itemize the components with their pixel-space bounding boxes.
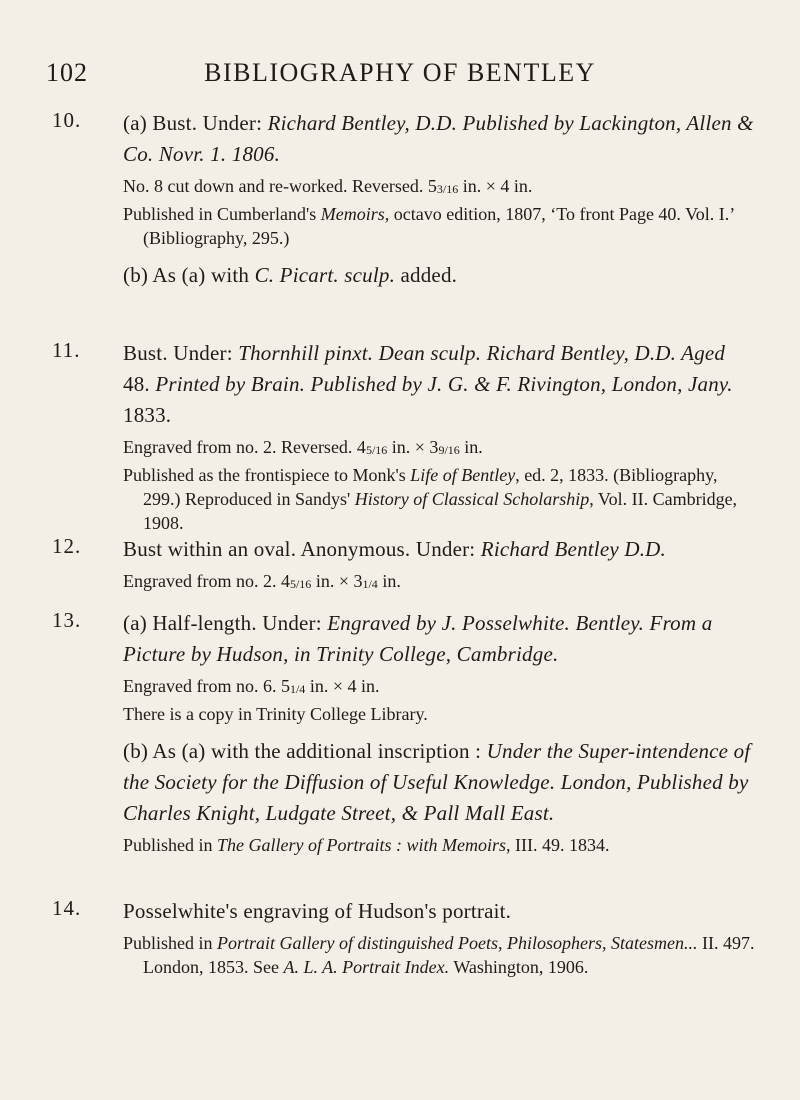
entry-number: 11.: [52, 338, 81, 362]
work-title: Life of Bentley: [410, 465, 516, 485]
entry-heading: Bust within an oval. Anonymous. Under: Richard Bentley D.D.: [123, 537, 666, 561]
inscription: Thornhill pinxt. Dean sculp. Richard Bentley, D.D. Aged: [238, 341, 726, 365]
page-header: [46, 58, 754, 94]
entry-heading: Bust. Under: Thornhill pinxt. Dean sculp. Richard Bentley, D.D. Aged 48. Printed by Brain. Published by J. G. & F. Rivington, London, Jany. 1833.: [123, 341, 733, 427]
heading-lead: Bust. Under:: [152, 111, 263, 135]
publication-note: Published as the frontispiece to Monk's Life of Bentley, ed. 2, 1833. (Bibliography, 299.) Reproduced in Sandys' History of Classical Scholarship, Vol. II. Cambridge, 1908.: [123, 465, 738, 533]
running-title: BIBLIOGRAPHY OF BENTLEY: [204, 58, 596, 87]
entry-subvariant: (b) As (a) with the additional inscription : Under the Super-intendence of the Society for the Diffusion of Useful Knowledge. London, Published by Charles Knight, Ludgate Street, & Pall Mall East.: [123, 739, 751, 825]
variant-mark: (a): [123, 611, 147, 635]
entry-subvariant: (b) As (a) with C. Picart. sculp. added.: [123, 263, 458, 287]
dimensions-note: Engraved from no. 6. 51/4 in. × 4 in.: [123, 676, 380, 696]
fraction: 3/16: [436, 182, 459, 196]
entry-12: [52, 534, 756, 593]
entry-number: 12.: [52, 534, 82, 558]
variant-mark: (b): [123, 739, 149, 763]
work-title: Memoirs: [320, 204, 385, 224]
fraction: 5/16: [289, 577, 312, 591]
variant-mark: (b): [123, 263, 149, 287]
dimensions-note: Engraved from no. 2. 45/16 in. × 31/4 in.: [123, 571, 401, 591]
dimensions-note: Engraved from no. 2. Reversed. 45/16 in. × 39/16 in.: [123, 437, 483, 457]
inscription: Under the Super-intendence of the Society for the Diffusion of Useful Knowledge. London, Published by Charles Knight, Ludgate Street, & Pall Mall East.: [123, 739, 751, 825]
entry-number: 10.: [52, 108, 82, 132]
work-title: A. L. A. Portrait Index.: [283, 957, 450, 977]
work-title: The Gallery of Portraits : with Memoirs: [217, 835, 507, 855]
inscription: Printed by Brain. Published by J. G. & F. Rivington, London, Jany.: [155, 372, 733, 396]
fraction: 9/16: [438, 443, 460, 457]
entry-10: [52, 108, 756, 291]
entry-heading: [123, 108, 756, 170]
publication-note: Published in Portrait Gallery of distinguished Poets, Philosophers, Statesmen... II. 497. London, 1853. See A. L. A. Portrait Index. Washington, 1906.: [123, 933, 755, 977]
fraction: 1/4: [289, 682, 306, 696]
entry-13: [52, 608, 756, 857]
fraction: 1/4: [362, 577, 378, 591]
page-number: 102: [46, 58, 88, 87]
publication-note: Published in The Gallery of Portraits : with Memoirs, III. 49. 1834.: [123, 835, 610, 855]
entry-number: 13.: [52, 608, 82, 632]
inscription: Richard Bentley, D.D. Published by Lackington, Allen & Co. Novr. 1. 1806.: [123, 111, 754, 166]
inscription: Engraved by J. Posselwhite. Bentley. From a Picture by Hudson, in Trinity College, Cambridge.: [123, 611, 713, 666]
fraction: 5/16: [365, 443, 388, 457]
entry-heading: (a) Half-length. Under: Engraved by J. Posselwhite. Bentley. From a Picture by Hudson, in Trinity College, Cambridge.: [123, 611, 713, 666]
copy-note: There is a copy in Trinity College Library.: [123, 704, 428, 724]
inscription: C. Picart. sculp.: [254, 263, 396, 287]
entry-14: [52, 896, 756, 979]
entry-heading: Posselwhite's engraving of Hudson's portrait.: [123, 899, 512, 923]
entry-11: [52, 338, 756, 535]
publication-note: Published in Cumberland's Memoirs, octavo edition, 1807, ‘To front Page 40. Vol. I.’ (Bibliography, 295.): [123, 204, 734, 248]
inscription: Richard Bentley D.D.: [480, 537, 666, 561]
work-title: History of Classical Scholarship: [354, 489, 590, 509]
work-title: Portrait Gallery of distinguished Poets, Philosophers, Statesmen...: [217, 933, 698, 953]
dimensions-note: No. 8 cut down and re-worked. Reversed. 53/16 in. × 4 in.: [123, 176, 533, 196]
variant-mark: (a): [123, 111, 147, 135]
entry-number: 14.: [52, 896, 82, 920]
